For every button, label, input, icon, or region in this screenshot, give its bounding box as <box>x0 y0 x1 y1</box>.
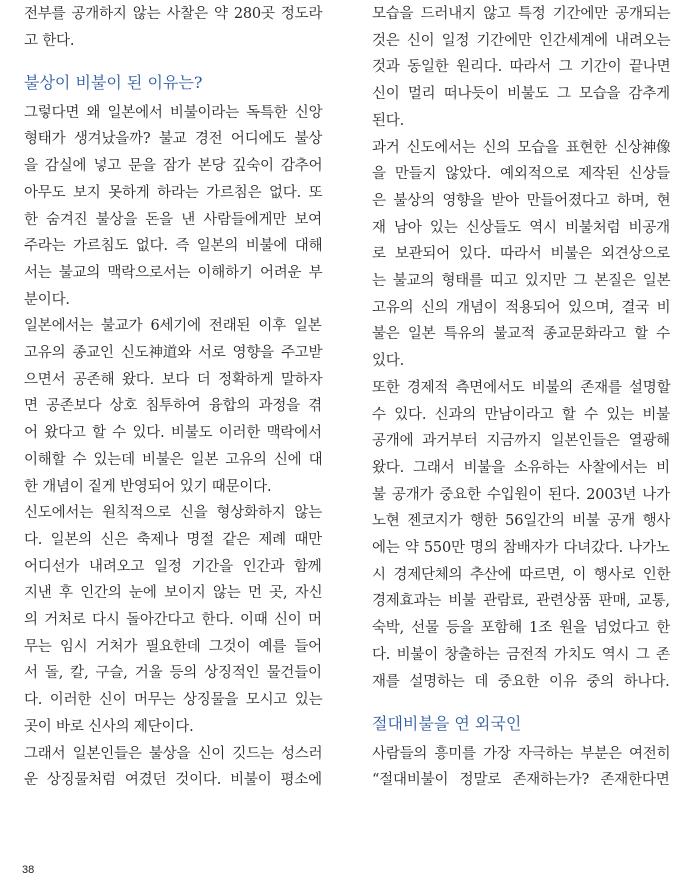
body-text-line: “절대비불이 정말로 존재하는가? 존재한다면 <box>372 772 670 789</box>
body-text-line: 시 경제단체의 추산에 따르면, 이 행사로 인한 <box>372 566 671 583</box>
body-text-line: 재 남아 있는 신상들도 역시 비불처럼 비공개 <box>372 219 670 236</box>
body-text-line: 모습을 드러내지 않고 특정 기간에만 공개되는 <box>372 6 671 22</box>
body-text-line: 과거 신도에서는 신의 모습을 표현한 신상神像 <box>372 139 671 156</box>
body-text-line: 으면서 공존해 왔다. 보다 더 정확하게 말하자 <box>24 371 323 388</box>
body-text-line: 면 공존보다 상호 침투하여 융합의 과정을 겪 <box>24 398 322 415</box>
body-text-line: 숙박, 선물 등을 포함해 1조 원을 넘었다고 한 <box>372 620 671 637</box>
body-text-line: 이해할 수 있는데 비불은 일본 고유의 신에 대 <box>24 451 323 468</box>
body-text-line: 수 있다. 신과의 만남이라고 할 수 있는 비불 <box>372 406 670 423</box>
page-number: 38 <box>22 864 35 876</box>
body-text-line: 사람들의 흥미를 가장 자극하는 부분은 여전히 <box>372 745 671 762</box>
body-text-line: 신도에서는 원칙적으로 신을 형상화하지 않는 <box>24 505 322 522</box>
body-text-line: 형태가 생겨났을까? 불교 경전 어디에도 불상 <box>24 131 323 148</box>
body-text-line: 다. 일본의 신은 축제나 명절 같은 제례 때만 <box>24 531 322 548</box>
body-text-line: 어 왔다고 할 수 있다. 비불도 이러한 맥락에서 <box>24 425 322 442</box>
body-text-line: 경제효과는 비불 관람료, 관련상품 판매, 교통, <box>372 593 670 610</box>
body-text-line: 있다. <box>372 353 405 370</box>
body-text-line: 을 감실에 넣고 문을 잠가 본당 깊숙이 감추어 <box>24 158 323 175</box>
body-text-line: 왔다. 그래서 비불을 소유하는 사찰에서는 비 <box>372 459 670 476</box>
body-text-line: 한 숨겨진 불상을 돈을 낸 사람들에게만 보여 <box>24 211 322 228</box>
body-text-line: 일본에서는 불교가 6세기에 전래된 이후 일본 <box>24 318 322 335</box>
body-text-line: 불은 일본 특유의 불교적 종교문화라고 할 수 <box>372 326 670 343</box>
body-text-line: 고유의 신의 개념이 적용되어 있으며, 결국 비 <box>372 299 671 316</box>
body-text-line: 다. 비불이 창출하는 금전적 가치도 역시 그 존 <box>372 646 670 663</box>
body-text-line: 어디선가 내려오고 일정 기간을 인간과 함께 <box>24 558 322 575</box>
body-text-line: 아무도 보지 못하게 하라는 가르침은 없다. 또 <box>24 184 323 201</box>
section-heading: 불상이 비불이 된 이유는? <box>24 72 203 92</box>
body-text-line: 불 공개가 중요한 수입원이 된다. 2003년 나가 <box>372 486 670 503</box>
body-text-line: 분이다. <box>24 291 70 308</box>
body-text-line: 서는 불교의 맥락으로서는 이해하기 어려운 부 <box>24 264 323 281</box>
body-text-line: 전부를 공개하지 않는 사찰은 약 280곳 정도라 <box>24 6 323 22</box>
body-text-line: 것은 신이 일정 기간에만 인간세계에 내려오는 <box>372 32 671 49</box>
body-text-line: 신이 멀리 떠나듯이 비불도 그 모습을 감추게 <box>372 86 670 103</box>
body-text-line: 또한 경제적 측면에서도 비불의 존재를 설명할 <box>372 379 671 396</box>
body-text-line: 된다. <box>372 112 405 129</box>
body-text-line: 고 한다. <box>24 32 75 49</box>
body-text-line: 곳이 바로 신사의 제단이다. <box>24 718 194 735</box>
body-text-line: 서 돌, 칼, 구슬, 거울 등의 상징적인 물건들이 <box>24 665 322 682</box>
body-text-line: 재를 설명하는 데 중요한 이유 중의 하나다. <box>372 673 670 690</box>
body-text-line: 무는 임시 거처가 필요한데 그것이 예를 들어 <box>24 638 322 655</box>
body-text-line: 공개에 과거부터 지금까지 일본인들은 열광해 <box>372 433 670 450</box>
body-text-line: 에는 약 550만 명의 참배자가 다녀갔다. 나가노 <box>372 540 670 556</box>
body-text-line: 운 상징물처럼 여겼던 것이다. 비불이 평소에 <box>24 772 322 789</box>
section-heading: 절대비불을 연 외국인 <box>372 713 522 733</box>
body-text-line: 고유의 종교인 신도神道와 서로 영향을 주고받 <box>24 345 323 361</box>
body-text-line: 주라는 가르침도 없다. 즉 일본의 비불에 대해 <box>24 238 323 255</box>
body-text-line: 것과 동일한 원리다. 따라서 그 기간이 끝나면 <box>372 59 671 76</box>
body-text-line: 은 불상의 영향을 받아 만들어졌다고 하며, 현 <box>372 192 671 209</box>
body-text-line: 그렇다면 왜 일본에서 비불이라는 독특한 신앙 <box>24 104 323 121</box>
body-text-line: 그래서 일본인들은 불상을 신이 깃드는 성스러 <box>24 745 323 762</box>
body-text-line: 로 보관되어 있다. 따라서 비불은 외견상으로 <box>372 246 670 263</box>
body-text-line: 을 만들지 않았다. 예외적으로 제작된 신상들 <box>372 166 670 183</box>
body-text-line: 지낸 후 인간의 눈에 보이지 않는 먼 곳, 자신 <box>24 585 323 602</box>
body-text-line: 노현 젠코지가 행한 56일간의 비불 공개 행사 <box>372 513 671 530</box>
body-text-line: 는 불교의 형태를 띠고 있지만 그 본질은 일본 <box>372 273 671 289</box>
body-text-line: 한 개념이 짙게 반영되어 있기 때문이다. <box>24 478 272 495</box>
body-text-line: 의 거처로 다시 돌아간다고 한다. 이때 신이 머 <box>24 612 322 628</box>
body-text-line: 다. 이러한 신이 머무는 상징물을 모시고 있는 <box>24 692 323 709</box>
